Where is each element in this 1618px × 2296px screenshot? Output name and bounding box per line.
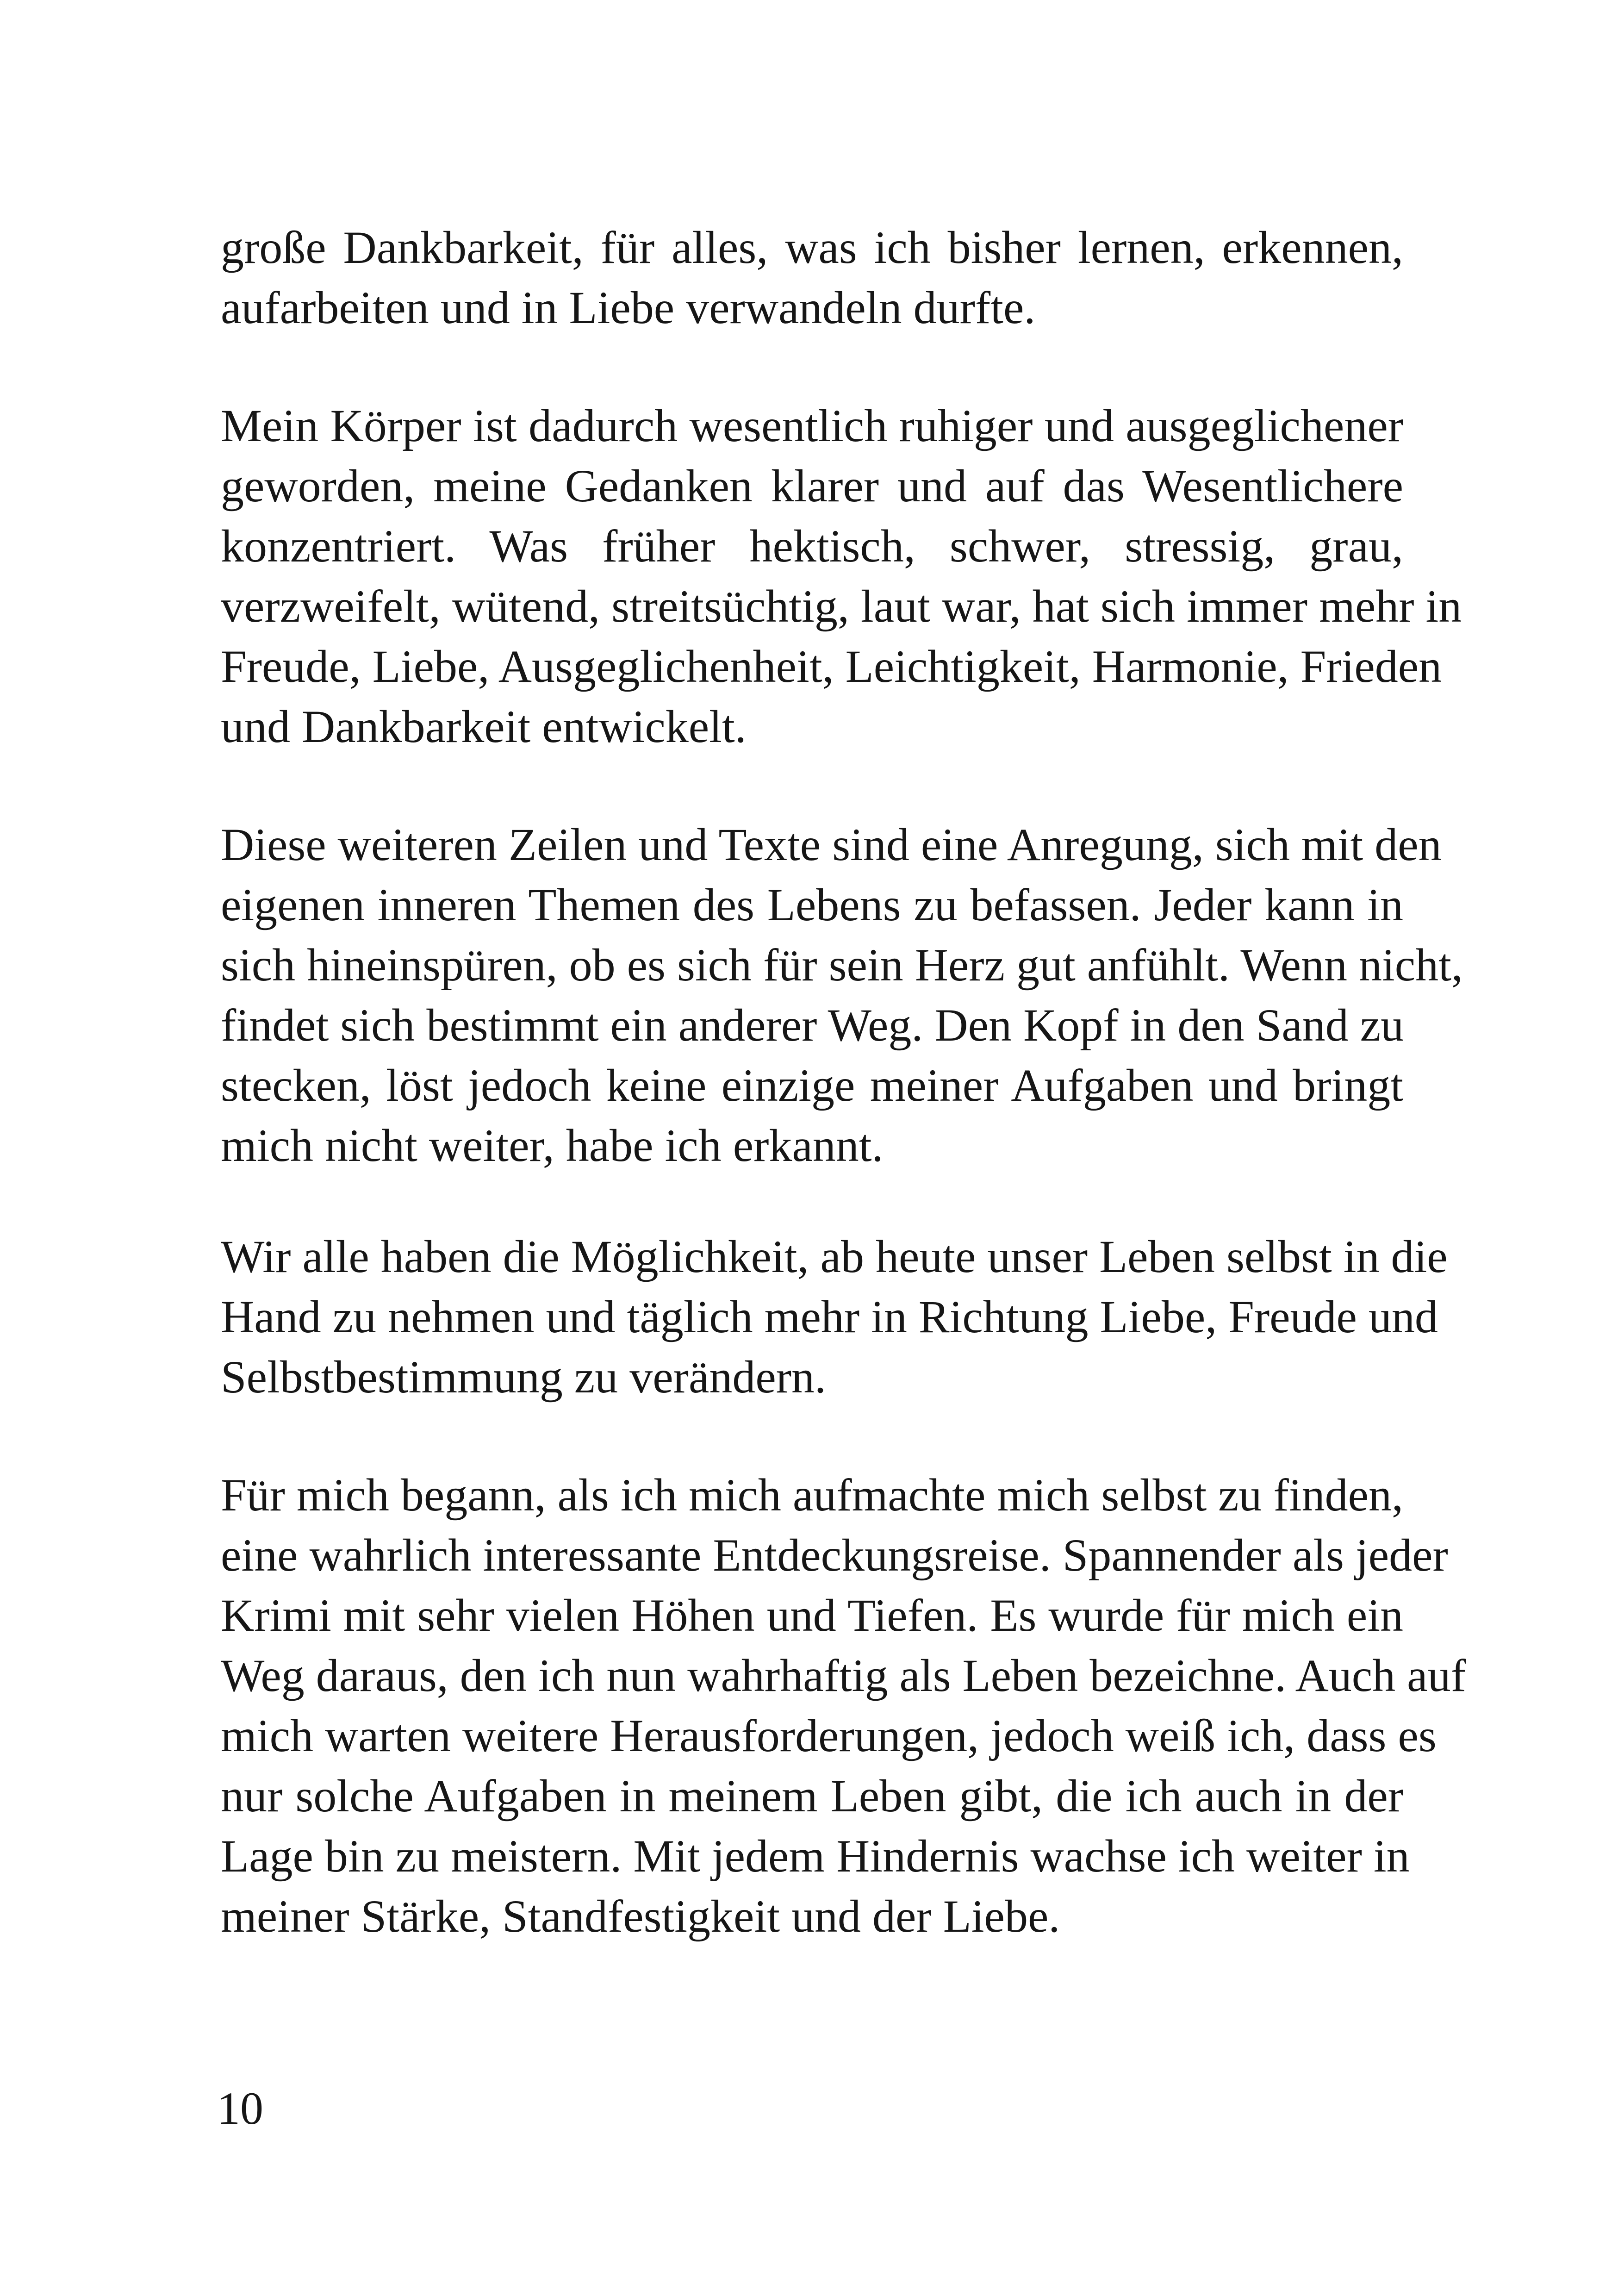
text-line: stecken, löst jedoch keine einzige meiner Aufgaben und bringt [221, 1060, 1403, 1111]
text-line: Für mich begann, als ich mich aufmachte mich selbst zu finden, [221, 1469, 1403, 1521]
text-line: Mein Körper ist dadurch wesentlich ruhiger und ausgeglichener [221, 400, 1403, 451]
text-line: Weg daraus, den ich nun wahrhaftig als Leben bezeichne. Auch auf [221, 1650, 1466, 1701]
text-line: aufarbeiten und in Liebe verwandeln durfte. [221, 282, 1036, 333]
text-line: eigenen inneren Themen des Lebens zu befassen. Jeder kann in [221, 879, 1403, 930]
text-line: nur solche Aufgaben in meinem Leben gibt, die ich auch in der [221, 1770, 1403, 1822]
text-line: Selbstbestimmung zu verändern. [221, 1351, 827, 1403]
paragraph-1 [221, 218, 1403, 338]
paragraph-5 [221, 1465, 1466, 1947]
paragraph-2 [221, 396, 1462, 757]
text-line: Freude, Liebe, Ausgeglichenheit, Leichtigkeit, Harmonie, Frieden [221, 641, 1442, 692]
text-line: eine wahrlich interessante Entdeckungsreise. Spannender als jeder [221, 1529, 1448, 1581]
text-line: große Dankbarkeit, für alles, was ich bisher lernen, erkennen, [221, 222, 1403, 273]
text-line: verzweifelt, wütend, streitsüchtig, laut war, hat sich immer mehr in [221, 580, 1462, 632]
text-line: und Dankbarkeit entwickelt. [221, 701, 747, 752]
page-number: 10 [217, 2083, 263, 2134]
text-line: Diese weiteren Zeilen und Texte sind eine Anregung, sich mit den [221, 819, 1442, 870]
paragraph-3 [221, 815, 1463, 1176]
text-line: mich warten weitere Herausforderungen, jedoch weiß ich, dass es [221, 1710, 1437, 1761]
text-line: meiner Stärke, Standfestigkeit und der Liebe. [221, 1890, 1060, 1942]
text-line: Wir alle haben die Möglichkeit, ab heute unser Leben selbst in die [221, 1231, 1448, 1282]
text-line: Hand zu nehmen und täglich mehr in Richtung Liebe, Freude und [221, 1291, 1438, 1342]
text-line: konzentriert. Was früher hektisch, schwer, stressig, grau, [221, 520, 1403, 572]
text-line: Lage bin zu meistern. Mit jedem Hindernis wachse ich weiter in [221, 1830, 1410, 1882]
text-line: Krimi mit sehr vielen Höhen und Tiefen. Es wurde für mich ein [221, 1590, 1403, 1641]
text-line: mich nicht weiter, habe ich erkannt. [221, 1120, 884, 1171]
text-line: findet sich bestimmt ein anderer Weg. Den Kopf in den Sand zu [221, 999, 1404, 1051]
text-line: sich hineinspüren, ob es sich für sein Herz gut anfühlt. Wenn nicht, [221, 939, 1463, 991]
text-line: geworden, meine Gedanken klarer und auf das Wesentlichere [221, 460, 1403, 512]
paragraph-4 [221, 1227, 1448, 1407]
